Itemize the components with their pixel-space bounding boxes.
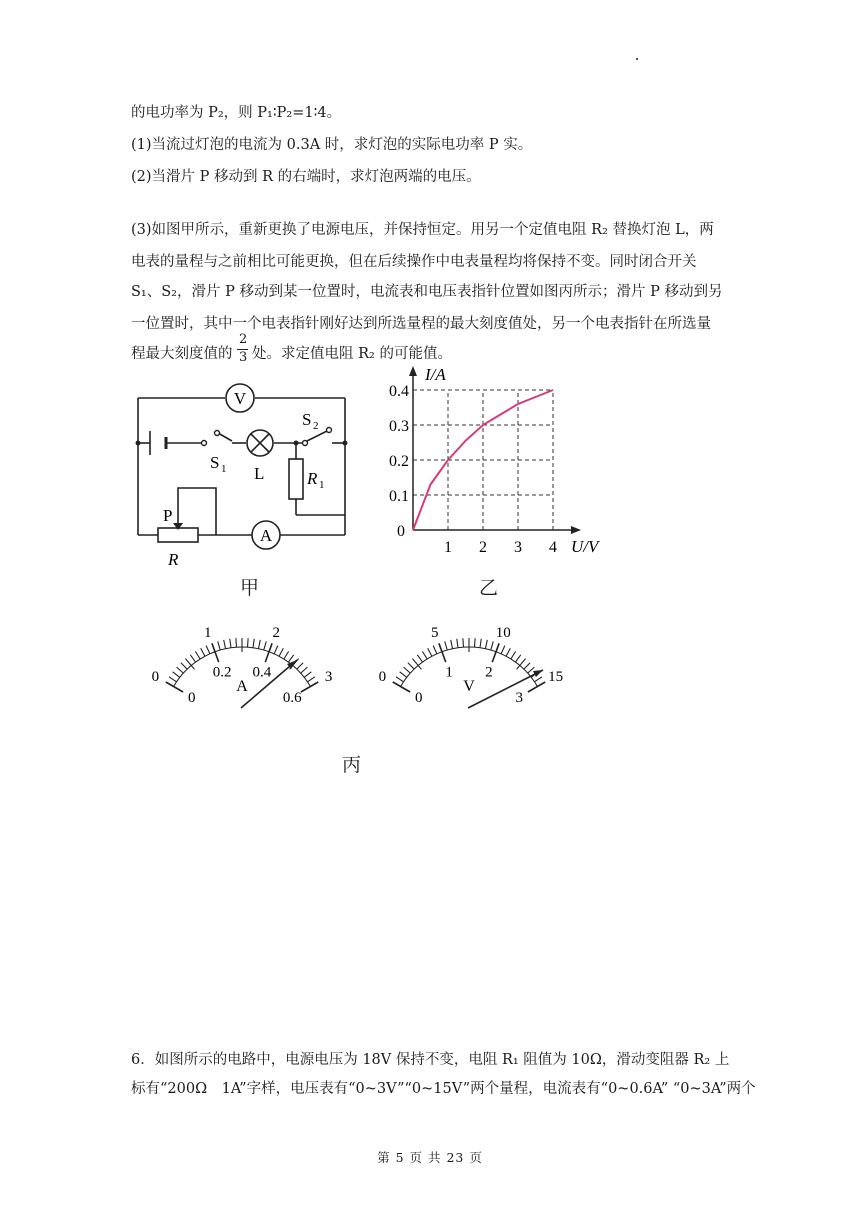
question-part-3-line-5b: 处。求定值电阻 R₂ 的可能值。 (252, 346, 452, 362)
voltmeter-tick (485, 640, 487, 649)
voltmeter-outer-label: 0 (378, 669, 387, 685)
voltmeter-tick (528, 667, 535, 673)
voltmeter-needle-tip (533, 670, 543, 677)
voltmeter-tick (422, 651, 427, 659)
figure-yi-caption: 乙 (479, 577, 499, 599)
ammeter-tick (224, 640, 226, 649)
ammeter-tick (288, 655, 293, 662)
y-tick-label: 0.4 (389, 383, 409, 400)
question-part-3-line-2: 电表的量程与之前相比可能更换，但在后续操作中电表量程均将保持不变。同时闭合开关 (131, 254, 697, 270)
ammeter-outer-label: 3 (324, 669, 333, 685)
resistor-r1-label: R (307, 469, 318, 488)
lamp-label: L (254, 464, 265, 483)
voltmeter-tick (396, 677, 403, 682)
voltmeter-tick (400, 672, 407, 678)
x-tick-label: 1 (444, 539, 452, 556)
y-tick-label: 0.1 (389, 488, 409, 505)
voltmeter-tick (445, 641, 447, 650)
voltmeter-tick (534, 677, 541, 682)
resistor-r1-subscript: 1 (319, 479, 325, 491)
figure-jia-caption: 甲 (240, 577, 260, 599)
voltmeter-tick (428, 648, 432, 656)
voltmeter-inner-label: 1 (445, 664, 453, 681)
text-line-1: 的电功率为 P₂，则 P₁∶P₂=1∶4。 (131, 105, 342, 121)
ammeter-tick (166, 682, 183, 692)
question-6-line-2: 标有“200Ω 1A”字样，电压表有“0~3V”“0~15V”两个量程，电流表有“0~0.6A” “0~3A”两个 (131, 1081, 756, 1097)
rheostat-r-label: R (168, 550, 179, 569)
y-tick-label: 0.3 (389, 418, 409, 435)
voltmeter-inner-label: 0 (415, 690, 423, 706)
ammeter-tick (258, 640, 260, 649)
y-axis-label: I/A (425, 365, 446, 384)
voltmeter-outer-label: 15 (548, 669, 564, 685)
ammeter-outer-label: 0 (151, 669, 160, 685)
figure-bing-caption: 丙 (342, 754, 362, 776)
voltmeter-unit-label: V (463, 678, 475, 695)
voltmeter-tick (475, 638, 476, 647)
x-tick-label: 2 (479, 539, 487, 556)
voltmeter-tick (393, 682, 410, 692)
origin-label: 0 (397, 523, 405, 540)
voltmeter-tick (480, 639, 481, 648)
ammeter-tick (274, 646, 278, 654)
page-marker-dot (636, 58, 638, 60)
question-part-3-line-4: 一位置时，其中一个电表指针刚好达到所选量程的最大刻度值处，另一个电表指针在所选量 (131, 316, 711, 332)
voltmeter-tick (433, 646, 437, 654)
ammeter-tick (218, 641, 220, 650)
x-axis-label: U/V (571, 537, 599, 556)
voltmeter-tick (524, 663, 530, 669)
ammeter-label: A (259, 526, 273, 545)
ammeter-inner-label: 0.2 (212, 664, 232, 681)
voltmeter-tick (501, 646, 505, 654)
voltmeter-tick (417, 655, 422, 662)
voltmeter-tick (491, 641, 493, 650)
voltmeter-outer-label: 10 (495, 625, 511, 642)
ammeter-tick (230, 639, 231, 648)
question-part-1: (1)当流过灯泡的电流为 0.3A 时，求灯泡的实际电功率 P 实。 (131, 137, 533, 153)
ammeter-tick (181, 663, 187, 669)
meter-dials (125, 598, 605, 718)
ammeter-unit-label: A (236, 678, 248, 695)
voltmeter-tick (451, 640, 453, 649)
circuit-diagram (120, 375, 360, 575)
ammeter-tick (201, 648, 205, 656)
ammeter-tick (253, 639, 254, 648)
ammeter-tick (173, 672, 180, 678)
slider-p-label: P (163, 506, 173, 525)
fraction-denominator: 3 (239, 350, 248, 365)
ammeter-tick (279, 648, 283, 656)
ammeter-tick (301, 682, 318, 692)
x-tick-label: 4 (549, 539, 557, 556)
ammeter-outer-label: 2 (272, 625, 280, 642)
question-part-2: (2)当滑片 P 移动到 R 的右端时，求灯泡两端的电压。 (131, 169, 481, 185)
fraction-numerator: 2 (239, 332, 248, 347)
voltmeter-outer-label: 5 (431, 625, 439, 642)
ammeter-tick (190, 655, 195, 662)
voltmeter-tick (511, 651, 516, 659)
ammeter-inner-label: 0 (188, 690, 196, 706)
voltmeter-inner-label: 2 (485, 664, 493, 681)
voltmeter-inner-label: 3 (515, 690, 523, 706)
question-part-3-line-1: (3)如图甲所示，重新更换了电源电压，并保持恒定。用另一个定值电阻 R₂ 替换灯泡 L，两 (131, 222, 714, 238)
question-part-3-line-3: S₁、S₂，滑片 P 移动到某一位置时，电流表和电压表指针位置如图丙所示；滑片 P 移动到另 (131, 284, 723, 300)
iv-graph (375, 358, 615, 563)
x-tick-label: 3 (514, 539, 522, 556)
ammeter-inner-label: 0.4 (252, 664, 272, 681)
ammeter-tick (195, 651, 200, 659)
ammeter-tick (169, 677, 176, 682)
ammeter-tick (284, 651, 289, 659)
voltmeter-label: V (233, 389, 247, 408)
ammeter-inner-label: 0.6 (282, 690, 302, 706)
question-6-line-1: 6．如图所示的电路中，电源电压为 18V 保持不变，电阻 R₁ 阻值为 10Ω，滑动变阻器 R₂ 上 (131, 1052, 730, 1068)
ammeter-tick (248, 638, 249, 647)
switch-s1-label: S (210, 453, 220, 472)
ammeter-tick (301, 667, 308, 673)
ammeter-tick (264, 641, 266, 650)
ammeter-outer-label: 1 (204, 625, 212, 642)
voltmeter-tick (528, 682, 545, 692)
voltmeter-tick (408, 663, 414, 669)
ammeter-tick (297, 663, 303, 669)
question-part-3-line-5a: 程最大刻度值的 (131, 346, 233, 362)
ammeter-tick (304, 672, 311, 678)
voltmeter-tick (515, 655, 520, 662)
voltmeter-tick (404, 667, 411, 673)
ammeter-tick (177, 667, 184, 673)
switch-s2-label: S (302, 410, 312, 429)
voltmeter-tick (457, 639, 458, 648)
voltmeter-tick (506, 648, 510, 656)
ammeter-tick (236, 638, 237, 647)
ammeter-tick (206, 646, 210, 654)
y-tick-label: 0.2 (389, 453, 409, 470)
switch-s2-subscript: 2 (313, 420, 319, 432)
switch-s1-subscript: 1 (221, 463, 227, 475)
ammeter-tick (307, 677, 314, 682)
voltmeter-tick (463, 638, 464, 647)
page-footer: 第 5 页 共 23 页 (377, 1150, 483, 1165)
